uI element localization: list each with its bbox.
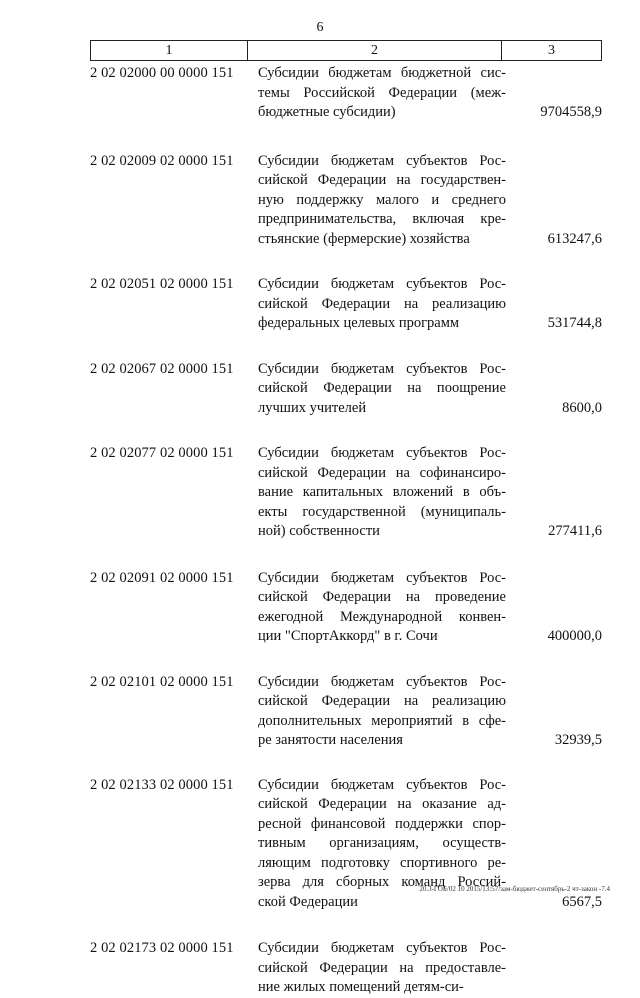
description-line: Субсидии бюджетам бюджетной сис- <box>258 65 506 81</box>
description-line: ную поддержку малого и среднего <box>258 191 506 208</box>
description-line: ской Федерации <box>258 893 358 910</box>
description-line: сийской Федерации на реализацию <box>258 295 506 312</box>
description-line: Субсидии бюджетам субъектов Рос- <box>258 152 506 169</box>
column-header-1: 1 <box>91 41 248 60</box>
description-line: ляющим подготовку спортивного ре- <box>258 854 506 871</box>
description-line: сийской Федерации на реализацию <box>258 693 506 709</box>
page-number: 6 <box>316 20 324 35</box>
description-line: Субсидии бюджетам субъектов Рос- <box>258 673 506 690</box>
budget-description <box>258 64 506 123</box>
budget-amount: 400000,0 <box>547 628 602 644</box>
description-line: ние жилых помещений детям-си- <box>258 979 464 995</box>
budget-row <box>0 152 640 250</box>
column-header-2: 2 <box>248 41 502 60</box>
budget-amount: 32939,5 <box>554 732 602 748</box>
description-line: ной) собственности <box>258 523 380 539</box>
description-line: дополнительных мероприятий в сфе- <box>258 712 506 729</box>
description-line: ежегодной Международной конвен- <box>258 608 506 625</box>
budget-description <box>258 444 506 542</box>
description-line: сийской Федерации на оказание ад- <box>258 796 506 812</box>
budget-row <box>0 275 640 334</box>
budget-row <box>0 360 640 419</box>
budget-amount: 6567,5 <box>562 893 602 910</box>
budget-code: 2 02 02067 02 0000 151 <box>90 360 234 377</box>
budget-code: 2 02 02051 02 0000 151 <box>90 276 234 292</box>
budget-code: 2 02 02133 02 0000 151 <box>90 776 234 793</box>
description-line: Субсидии бюджетам субъектов Рос- <box>258 276 506 292</box>
budget-row <box>0 64 640 123</box>
budget-row <box>0 444 640 542</box>
description-line: предпринимательства, включая кре- <box>258 211 506 227</box>
description-line: сийской Федерации на софинансиро- <box>258 464 506 481</box>
description-line: зерва для сборных команд Россий- <box>258 874 506 890</box>
description-line: екты государственной (муниципаль- <box>258 503 506 520</box>
description-line: Субсидии бюджетам субъектов Рос- <box>258 940 506 956</box>
document-footer: 20.3-ГОБ/02 10 2015/13:57/зам-бюджет-сентябрь-2 чт-закон -7.4 <box>419 885 610 893</box>
budget-amount: 277411,6 <box>548 523 602 539</box>
budget-description <box>258 673 506 751</box>
budget-description <box>258 939 506 998</box>
description-line: ресной финансовой поддержки спор- <box>258 815 506 832</box>
description-line: лучших учителей <box>258 399 367 416</box>
description-line: темы Российской Федерации (меж- <box>258 84 506 101</box>
description-line: вание капитальных вложений в объ- <box>258 484 506 500</box>
budget-code: 2 02 02077 02 0000 151 <box>90 445 234 461</box>
budget-amount: 9704558,9 <box>540 104 602 120</box>
budget-amount: 531744,8 <box>547 315 602 331</box>
column-header-3: 3 <box>548 43 555 58</box>
budget-description <box>258 360 506 419</box>
description-line: сийской Федерации на предоставле- <box>258 959 506 976</box>
column-header-row <box>90 40 602 61</box>
description-line: Субсидии бюджетам субъектов Рос- <box>258 569 506 586</box>
description-line: бюджетные субсидии) <box>258 104 396 120</box>
budget-row <box>0 673 640 751</box>
budget-code: 2 02 02173 02 0000 151 <box>90 940 234 956</box>
budget-description <box>258 569 506 647</box>
budget-amount: 8600,0 <box>562 399 602 416</box>
description-line: ре занятости населения <box>258 732 403 748</box>
description-line: Субсидии бюджетам субъектов Рос- <box>258 360 506 377</box>
budget-code: 2 02 02091 02 0000 151 <box>90 569 234 586</box>
budget-code: 2 02 02101 02 0000 151 <box>90 673 234 690</box>
budget-rows <box>0 64 640 998</box>
budget-description <box>258 152 506 250</box>
budget-amount: 613247,6 <box>547 230 602 247</box>
description-line: федеральных целевых программ <box>258 315 460 331</box>
description-line: ции "СпортАккорд" в г. Сочи <box>258 628 438 644</box>
budget-row <box>0 569 640 647</box>
budget-row <box>0 939 640 998</box>
budget-description <box>258 275 506 334</box>
description-line: сийской Федерации на проведение <box>258 589 506 605</box>
description-line: Субсидии бюджетам субъектов Рос- <box>258 445 506 461</box>
description-line: сийской Федерации на поощрение <box>258 380 506 396</box>
description-line: сийской Федерации на государствен- <box>258 172 506 188</box>
description-line: стьянские (фермерские) хозяйства <box>258 230 470 247</box>
budget-code: 2 02 02009 02 0000 151 <box>90 152 234 169</box>
description-line: тивным организациям, осуществ- <box>258 835 506 851</box>
budget-code: 2 02 02000 00 0000 151 <box>90 65 234 81</box>
description-line: Субсидии бюджетам субъектов Рос- <box>258 776 506 793</box>
